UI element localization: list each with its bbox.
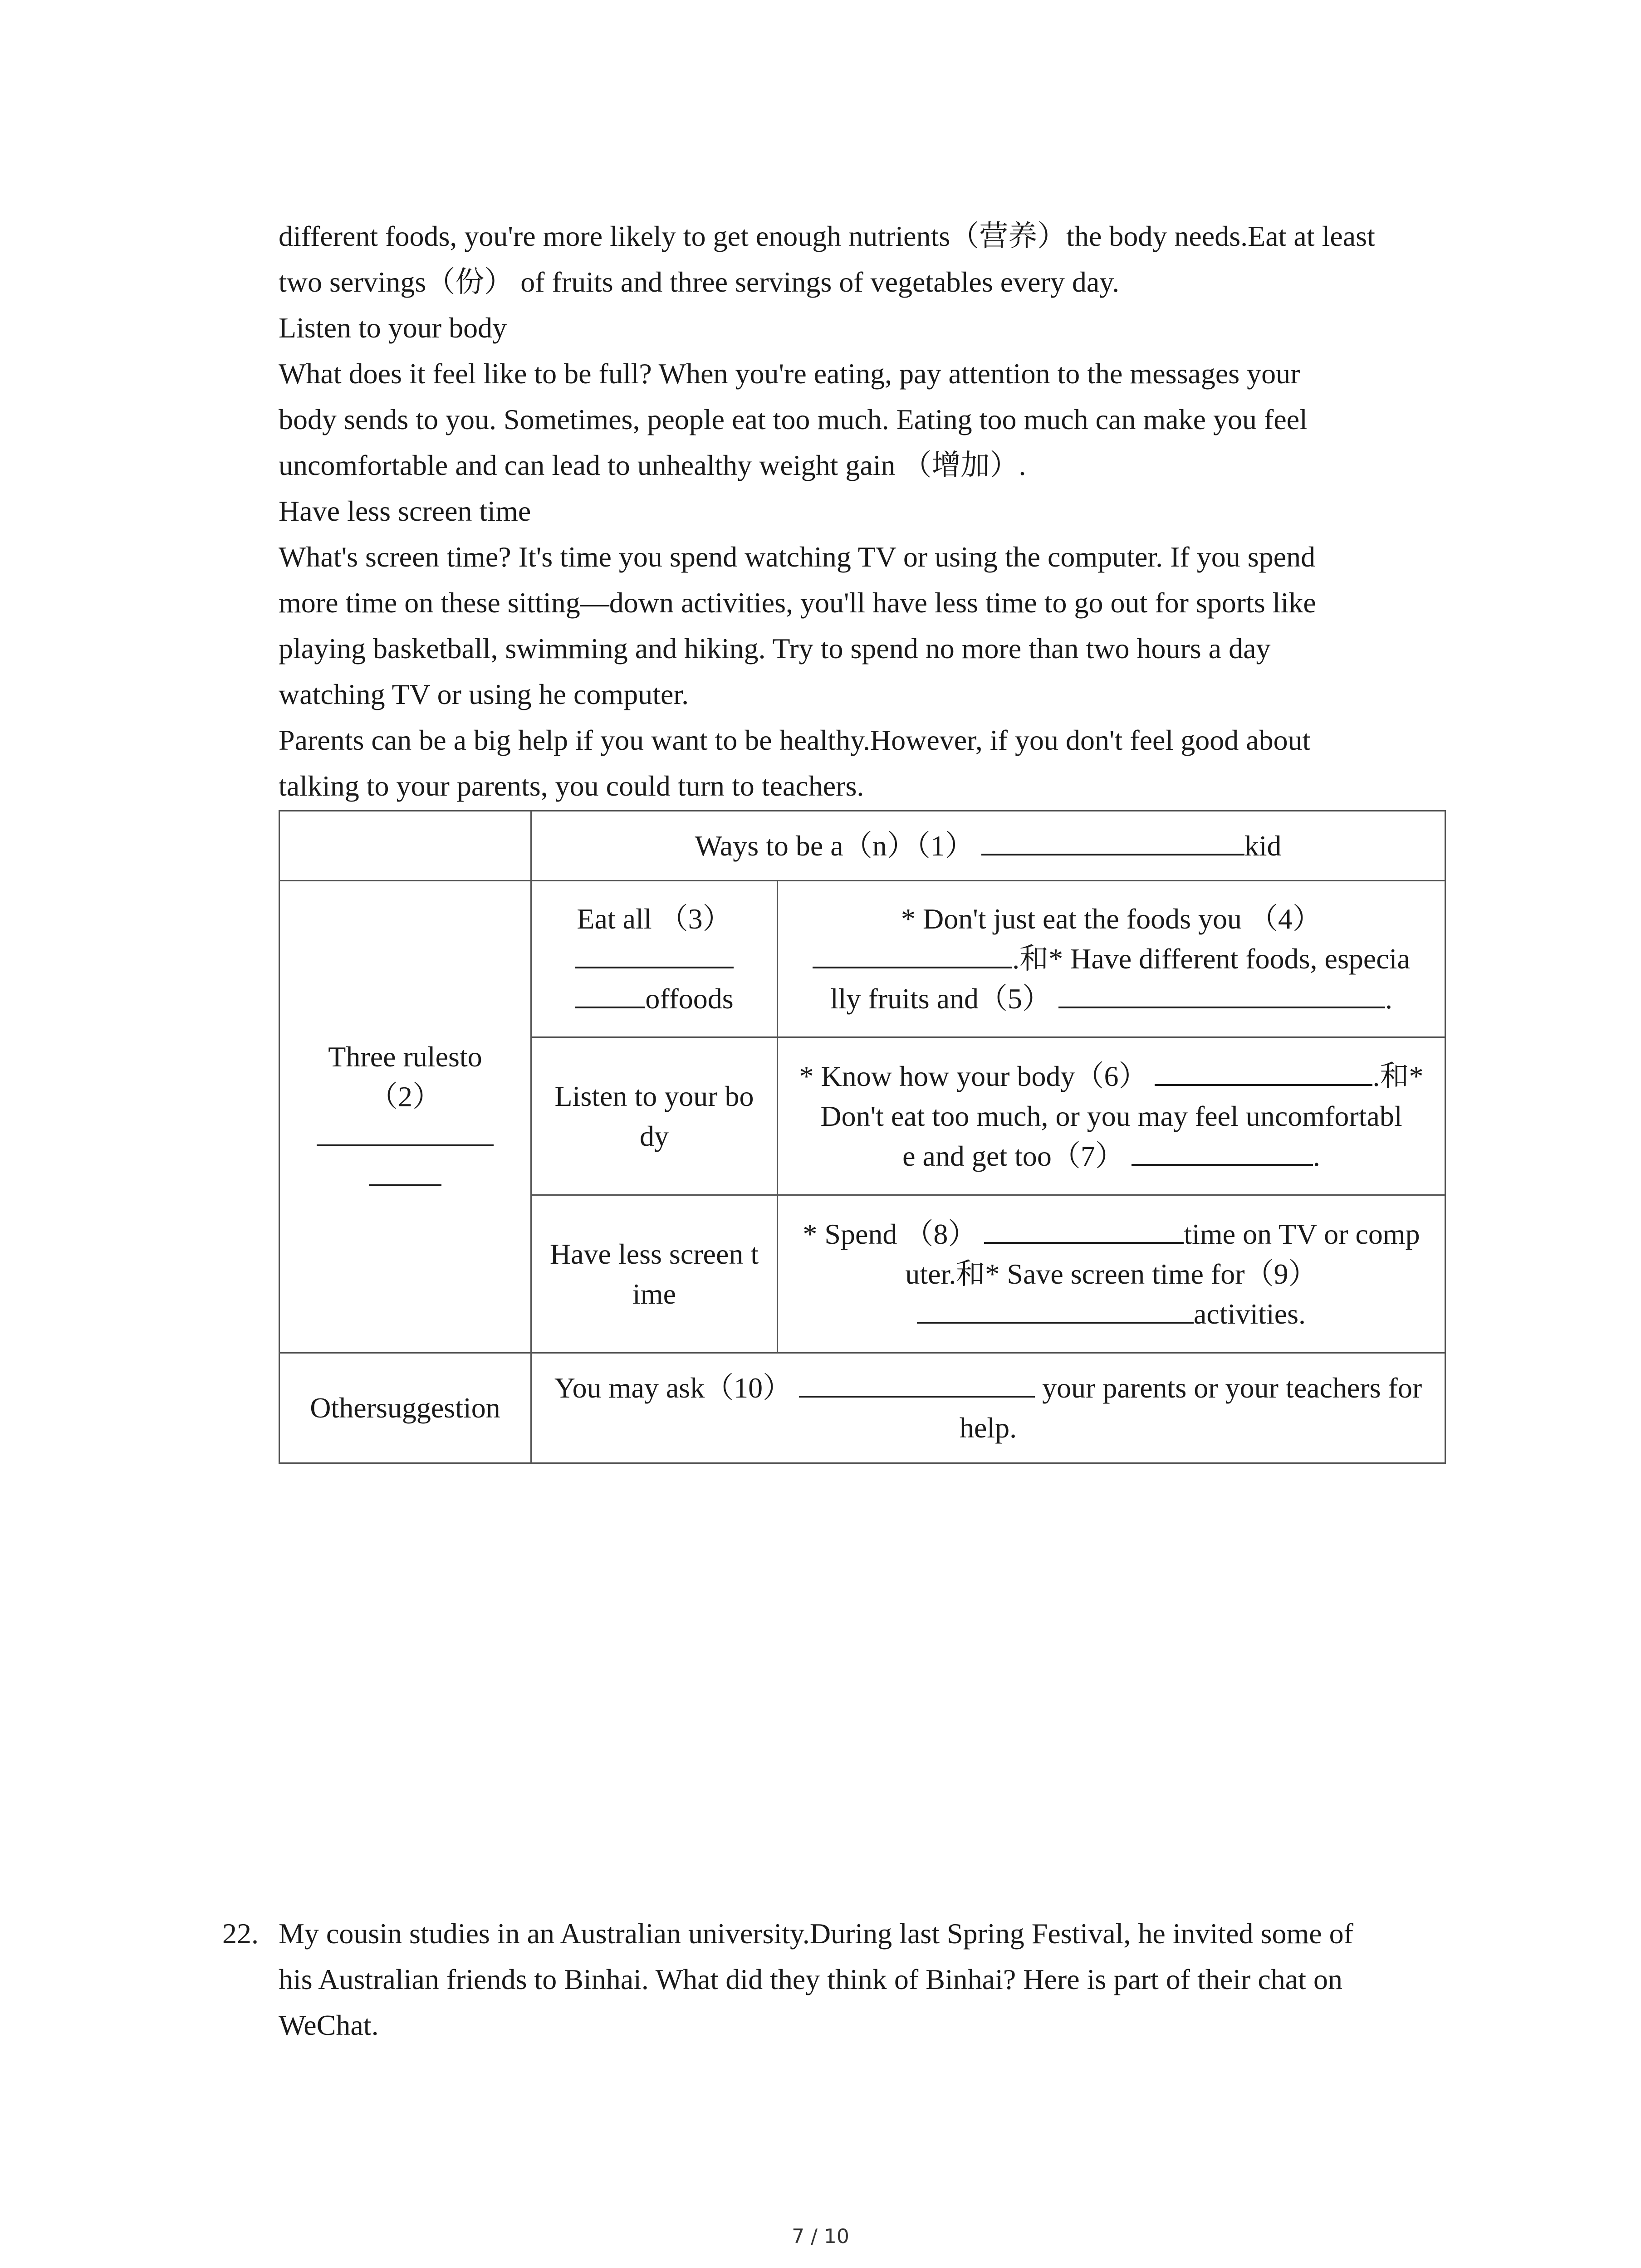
rule-2-detail-cont: Don't eat too much, or you may feel uncomfortabl: [820, 1100, 1402, 1132]
question-number: 22.: [222, 1917, 259, 1950]
blank-9[interactable]: [917, 1295, 1194, 1324]
section-heading: Have less screen time: [279, 495, 531, 527]
summary-table: [279, 810, 1446, 1464]
passage-line: two servings（份） of fruits and three servings of vegetables every day.: [279, 266, 1120, 298]
passage-line: Parents can be a big help if you want to be healthy.However, if you don't feel good about: [279, 724, 1311, 756]
rule-3-detail-cont: uter.和* Save screen time for（9）: [905, 1257, 1318, 1290]
rule-2-name-end: dy: [640, 1119, 669, 1152]
question-text: [279, 1911, 1353, 2048]
rule-3-name-cell: [531, 1195, 778, 1353]
blank-1[interactable]: [981, 826, 1244, 855]
rule-2-detail-weight: e and get too（7）: [902, 1139, 1124, 1172]
rule-1-detail-fruits: lly fruits and（5）: [830, 982, 1052, 1015]
rule-1-detail-end: .: [1385, 982, 1393, 1015]
passage-line: playing basketball, swimming and hiking. Try to spend no more than two hours a day: [279, 632, 1271, 665]
rule-2-detail-cell: [778, 1037, 1445, 1195]
table-header-cell: [531, 811, 1445, 881]
passage-line: different foods, you're more likely to get enough nutrients（营养）the body needs.Eat at least: [279, 220, 1375, 252]
blank-4[interactable]: [813, 939, 1012, 968]
section-heading: Listen to your body: [279, 312, 507, 344]
blank-8[interactable]: [984, 1215, 1184, 1244]
passage-line: What does it feel like to be full? When you're eating, pay attention to the messages your: [279, 357, 1300, 390]
rule-3-name: Have less screen t: [549, 1237, 759, 1270]
passage-line: watching TV or using he computer.: [279, 678, 689, 710]
rule-1-detail: * Don't just eat the foods you （4）: [901, 903, 1322, 935]
blank-2-continued[interactable]: [369, 1157, 441, 1186]
rule-2-detail: * Know how your body（6）: [799, 1060, 1148, 1092]
question-line: My cousin studies in an Australian university.During last Spring Festival, he invited some of: [279, 1917, 1353, 1950]
rule-1-name: Eat all （3）: [577, 903, 732, 935]
question-line: WeChat.: [279, 2009, 379, 2041]
rule-1-name-cell: [531, 881, 778, 1037]
rules-label: Three rulesto: [328, 1041, 482, 1073]
header-text-end: kid: [1244, 829, 1282, 862]
rule-3-detail-cell: [778, 1195, 1445, 1353]
other-detail-end: your parents or your teachers for: [1042, 1372, 1422, 1404]
rules-label-number: （2）: [369, 1080, 441, 1113]
rule-3-name-end: ime: [632, 1277, 676, 1310]
header-text: Ways to be a（n）（1）: [695, 829, 974, 862]
rule-2-name: Listen to your bo: [554, 1080, 754, 1112]
table-corner-cell: [279, 811, 531, 881]
rule-2-detail-final: .: [1313, 1139, 1320, 1172]
passage-text: [279, 213, 1458, 809]
blank-3-continued[interactable]: [575, 979, 645, 1008]
rule-2-detail-end: .和*: [1372, 1060, 1424, 1092]
rule-3-detail: * Spend （8）: [803, 1217, 977, 1250]
blank-6[interactable]: [1155, 1057, 1372, 1086]
blank-5[interactable]: [1058, 979, 1385, 1008]
rule-3-detail-final: activities.: [1193, 1297, 1306, 1330]
other-label-cell: [279, 1353, 531, 1463]
other-detail-cell: [531, 1353, 1445, 1463]
rule-2-name-cell: [531, 1037, 778, 1195]
other-detail: You may ask（10）: [554, 1372, 792, 1404]
passage-line: more time on these sitting—down activities, you'll have less time to go out for sports like: [279, 587, 1316, 619]
other-detail-final: help.: [959, 1412, 1017, 1444]
other-label: Othersuggestion: [310, 1392, 500, 1424]
rule-1-detail-cell: [778, 881, 1445, 1037]
passage-line: body sends to you. Sometimes, people eat too much. Eating too much can make you feel: [279, 403, 1308, 435]
question-line: his Australian friends to Binhai. What did they think of Binhai? Here is part of their chat on: [279, 1963, 1342, 1995]
page-number: 7 / 10: [792, 2225, 849, 2248]
passage-line: What's screen time? It's time you spend watching TV or using the computer. If you spend: [279, 541, 1316, 573]
blank-7[interactable]: [1132, 1137, 1313, 1166]
rule-1-name-end: offoods: [645, 982, 734, 1015]
blank-2[interactable]: [317, 1117, 494, 1146]
rule-1-detail-cont: .和* Have different foods, especia: [1012, 943, 1410, 975]
blank-3[interactable]: [575, 939, 734, 968]
rules-label-cell: [279, 881, 531, 1353]
blank-10[interactable]: [799, 1369, 1035, 1398]
rule-3-detail-end: time on TV or comp: [1184, 1217, 1420, 1250]
passage-line: uncomfortable and can lead to unhealthy weight gain （增加）.: [279, 449, 1026, 481]
passage-line: talking to your parents, you could turn to teachers.: [279, 770, 864, 802]
